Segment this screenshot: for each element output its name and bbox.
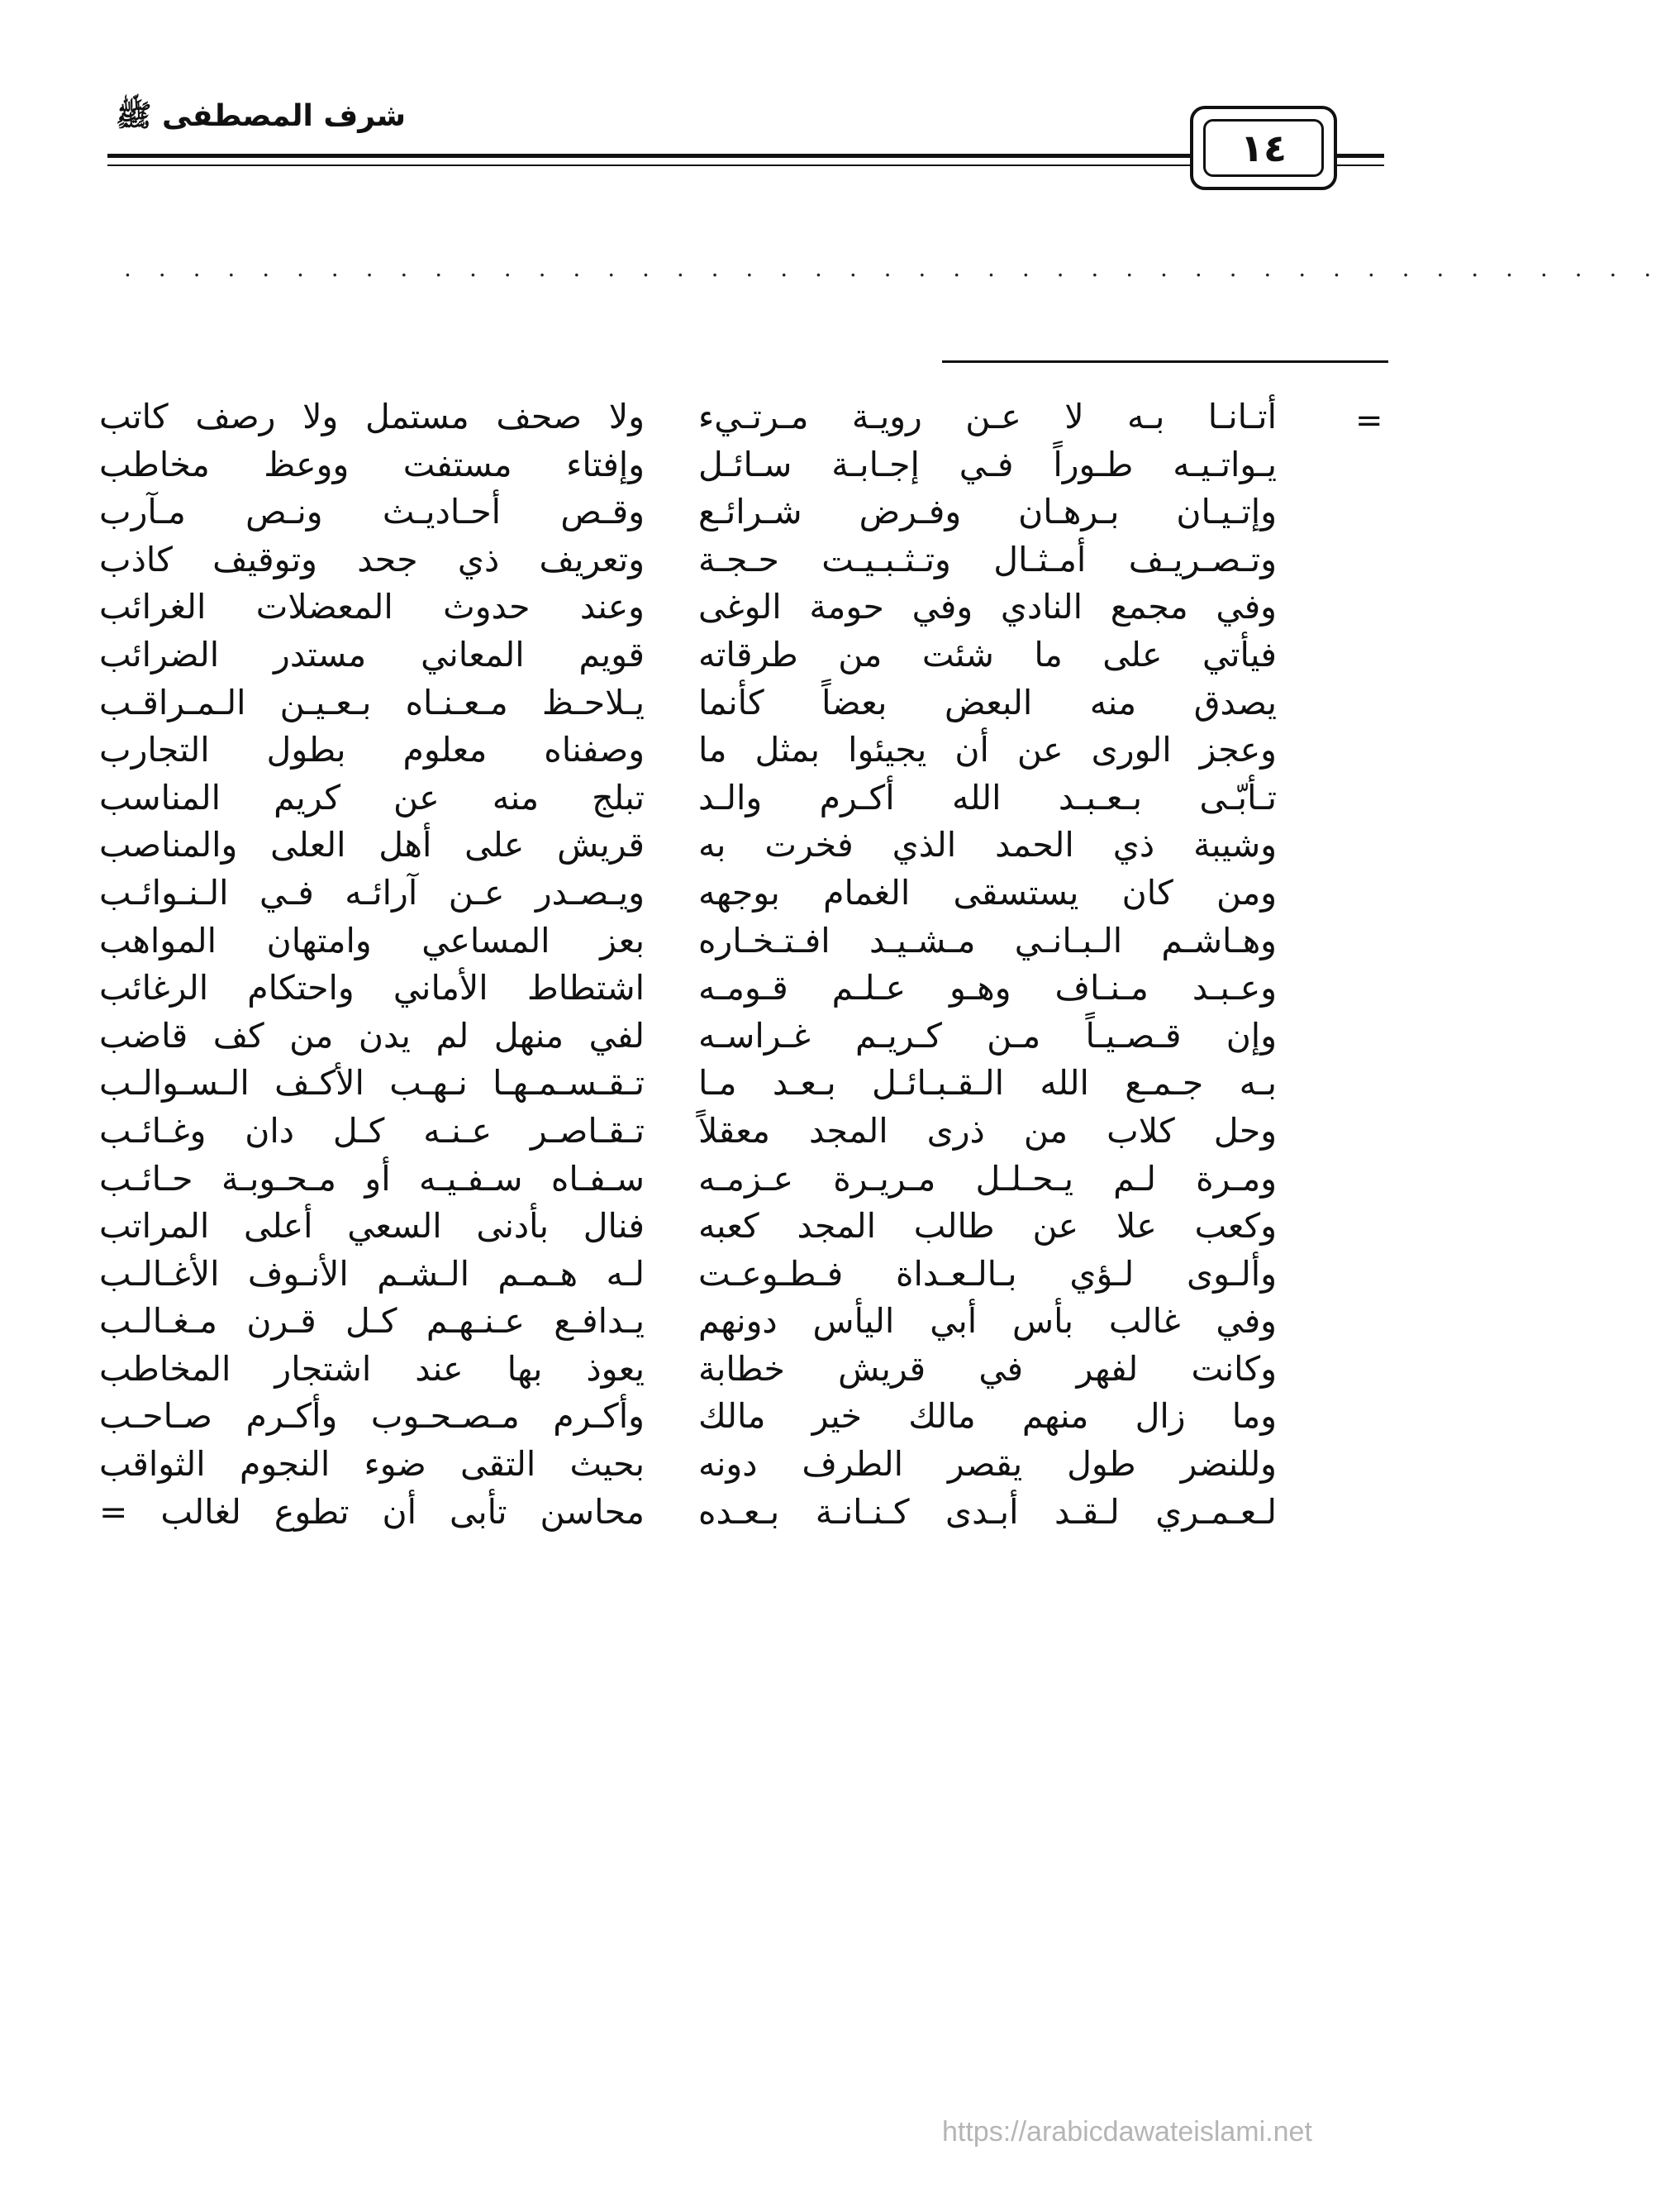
verse-line: تـقـاصـر عـنـه كـل دان وغـائـب [99,1110,645,1151]
verse-line: يـلاحـظ مـعـنـاه بـعـيـن الـمـراقـب [99,682,645,722]
verse-line: بـه جـمـع الله الـقـبـائـل بـعـد مـا [698,1063,1277,1104]
verse-line: وما زال منهم مالك خير مالك [698,1396,1277,1437]
page-number-inner-frame [1203,119,1324,177]
verse-line: وحل كلاب من ذرى المجد معقلاً [698,1110,1277,1151]
page-number-frame [1190,106,1337,190]
verse-line: قويم المعاني مستدر الضرائب [99,634,645,675]
verse-line: وتـصـريـف أمـثـال وتـثـبـيـت حـجـة [698,539,1277,579]
verse-line: لـه هـمـم الـشـم الأنـوف الأغـالـب [99,1253,645,1294]
poem-left-column [99,393,645,1536]
verse-line: يـواتـيـه طـوراً فـي إجـابـة سـائـل [698,444,1277,484]
verse-line: وإتـيـان بـرهـان وفـرض شـرائـع [698,492,1277,532]
verse-line: بعز المساعي وامتهان المواهب [99,920,645,961]
verse-line: وإفتاء مستفت ووعظ مخاطب [99,444,645,484]
verse-line: وعجز الورى عن أن يجيئوا بمثل ما [698,730,1277,770]
verse-line: وفي مجمع النادي وفي حومة الوغى [698,587,1277,627]
watermark-url: https://arabicdawateislami.net [942,2116,1312,2148]
verse-line: بحيث التقى ضوء النجوم الثواقب [99,1444,645,1485]
verse-line: وعـبـد مـنـاف وهـو عـلـم قـومـه [698,968,1277,1008]
dotted-separator: . . . . . . . . . . . . . . . . . . . . . . . . . . . . . . . . . . . . . . . . . . . . . [124,255,1661,282]
verse-line: وصفناه معلوم بطول التجارب [99,730,645,770]
verse-line: أتـانـا بـه لا عـن رويـة مـرتـيء [698,397,1277,436]
verse-line: وتعريف ذي جحد وتوقيف كاذب [99,539,645,579]
verse-line: وشيبة ذي الحمد الذي فخرت به [698,825,1277,865]
book-title: شرف المصطفى ﷺ [116,99,407,133]
verse-line: تبلج منه عن كريم المناسب [99,777,645,818]
page-header [0,0,1492,190]
verse-line: وأكـرم مـصـحـوب وأكـرم صـاحـب [99,1396,645,1437]
verse-line: وكعب علا عن طالب المجد كعبه [698,1206,1277,1247]
verse-line: سـفـاه سـفـيـه أو مـحـوبـة حـائـب [99,1158,645,1199]
verse-line: قريش على أهل العلى والمناصب [99,825,645,865]
verse-line: فنال بأدنى السعي أعلى المراتب [99,1206,645,1247]
verse-line: ولا صحف مستمل ولا رصف كاتب [99,397,645,436]
verse-line: يصدق منه البعض بعضاً كأنما [698,682,1277,722]
verse-line: يعوذ بها عند اشتجار المخاطب [99,1348,645,1389]
verse-line: ومـرة لـم يـحـلـل مـريـرة عـزمـه [698,1158,1277,1199]
page-number: ١٤ [1240,126,1287,170]
verse-line: وهـاشـم الـبـانـي مـشـيـد افـتـخـاره [698,920,1277,961]
verse-line: وكانت لفهر في قريش خطابة [698,1348,1277,1389]
verse-line: وعند حدوث المعضلات الغرائب [99,587,645,627]
verse-line: وللنضر طول يقصر الطرف دونه [698,1444,1277,1485]
verse-line: لفي منهل لم يدن من كف قاضب [99,1015,645,1056]
header-rule-thick [107,154,1198,158]
verse-line: محاسن تأبى أن تطوع لغالب = [99,1491,645,1532]
verse-line: لـعـمـري لـقـد أبـدى كـنـانـة بـعـده [698,1491,1277,1532]
verse-line: اشتطاط الأماني واحتكام الرغائب [99,968,645,1008]
footnote-rule [942,360,1388,363]
verse-line: ويـصـدر عـن آرائـه فـي الـنـوائـب [99,872,645,913]
header-rule-thin [107,164,1198,166]
verse-line: تـقـسـمـهـا نـهـب الأكـف الـسـوالـب [99,1063,645,1104]
verse-line: وفي غالب بأس أبي اليأس دونهم [698,1301,1277,1342]
poem-right-column [698,393,1277,1536]
verse-line: وإن قـصـيـاً مـن كـريـم غـراسـه [698,1015,1277,1056]
verse-line: تـأبّـى بـعـبـد الله أكـرم والـد [698,777,1277,818]
verse-line: وألـوى لـؤي بـالـعـداة فـطـوعـت [698,1253,1277,1294]
continuation-mark: = [1355,402,1383,440]
verse-line: ومن كان يستسقى الغمام بوجهه [698,872,1277,913]
verse-line: وقـص أحـاديـث ونـص مـآرب [99,492,645,532]
verse-line: يـدافـع عـنـهـم كـل قـرن مـغـالـب [99,1301,645,1342]
verse-line: فيأتي على ما شئت من طرقاته [698,634,1277,675]
